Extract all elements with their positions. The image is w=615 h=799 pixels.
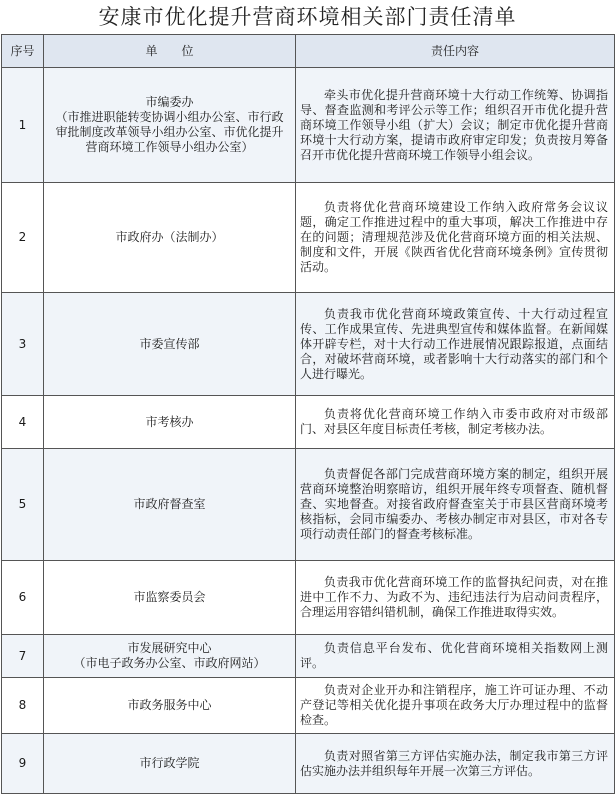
row-num: 1: [2, 68, 44, 183]
row-unit: [44, 183, 296, 293]
row-resp: [296, 561, 615, 635]
row-resp: [296, 678, 615, 734]
table-header-row: [2, 35, 615, 68]
unit-name: 市政府督查室: [133, 497, 206, 511]
unit-name: 市编委办: [145, 95, 194, 109]
resp-text: 负责对企业开办和注销程序，施工许可证办理、不动产登记等相关优化提升事项在政务大厅办理过程中的监督检查。: [300, 683, 608, 727]
row-unit: [44, 68, 296, 183]
unit-sub: （市电子政务办公室、市政府网站）: [73, 656, 266, 670]
row-resp: [296, 293, 615, 396]
unit-name: 市行政学院: [139, 756, 200, 770]
row-resp: [296, 449, 615, 561]
table-row: [2, 635, 615, 678]
resp-text: 负责我市优化营商环境工作的监督执纪问责，对在推进中工作不力、为政不为、违纪违法行为启动问责程序，合理运用容错纠错机制，确保工作推进取得实效。: [300, 575, 608, 619]
table-row: [2, 183, 615, 293]
table-row: [2, 68, 615, 183]
unit-name: 市政务服务中心: [127, 698, 212, 712]
row-unit: [44, 734, 296, 794]
row-resp: [296, 183, 615, 293]
row-unit: [44, 678, 296, 734]
row-unit: [44, 561, 296, 635]
row-resp: [296, 68, 615, 183]
header-resp: 责任内容: [296, 35, 615, 68]
row-resp: [296, 734, 615, 794]
table-row: [2, 449, 615, 561]
row-num: 3: [2, 293, 44, 396]
row-unit: [44, 396, 296, 449]
row-unit: [44, 635, 296, 678]
row-num: 9: [2, 734, 44, 794]
row-unit: [44, 449, 296, 561]
responsibility-table: [1, 34, 615, 794]
unit-name: 市监察委员会: [133, 590, 206, 604]
unit-sub: （市推进职能转变协调小组办公室、市行政审批制度改革领导小组办公室、市优化提升营商环境工作领导小组办公室）: [55, 110, 284, 154]
resp-text: 负责信息平台发布、优化营商环境相关指数网上测评。: [300, 641, 608, 670]
row-resp: [296, 396, 615, 449]
row-resp: [296, 635, 615, 678]
resp-text: 牵头市优化提升营商环境十大行动工作统筹、协调指导、督查监测和考评公示等工作；组织召开市优化提升营商环境工作领导小组（扩大）会议；制定市优化提升营商环境十大行动方案，提请市政府审定印发；负责按月筹备召开市优化提升营商环境工作领导小组会议。: [300, 87, 608, 162]
table-row: [2, 734, 615, 794]
table-row: [2, 396, 615, 449]
header-unit: 单 位: [44, 35, 296, 68]
document-title: 安康市优化提升营商环境相关部门责任清单: [98, 5, 517, 29]
row-num: 2: [2, 183, 44, 293]
row-num: 7: [2, 635, 44, 678]
resp-text: 负责将优化营商环境工作纳入市委市政府对市级部门、对县区年度目标责任考核，制定考核办法。: [300, 407, 608, 436]
unit-name: 市考核办: [145, 414, 194, 429]
resp-text: 负责对照省第三方评估实施办法，制定我市第三方评估实施办法并组织每年开展一次第三方评估。: [300, 748, 608, 778]
row-num: 4: [2, 396, 44, 449]
unit-name: 市政府办（法制办）: [115, 230, 224, 244]
resp-text: 负责将优化营商环境建设工作纳入政府常务会议议题，确定工作推进过程中的重大事项，解决工作推进中存在的问题；清理规范涉及优化营商环境方面的相关法规、制度和文件，开展《陕西省优化营商环境条例》宣传贯彻活动。: [300, 200, 608, 274]
resp-text: 负责督促各部门完成营商环境方案的制定，组织开展营商环境整治明察暗访，组织开展年终专项督查、随机督查、实地督查。对接省政府督查室关于市县区营商环境考核指标，会同市编委办、考核办制定市对县区，市对各专项行动责任部门的督查考核标准。: [300, 467, 608, 541]
row-num: 8: [2, 678, 44, 734]
header-num: 序号: [2, 35, 44, 68]
resp-text: 负责我市优化营商环境政策宣传、十大行动过程宣传、工作成果宣传、先进典型宣传和媒体监督。在新闻媒体开辟专栏，对十大行动工作进展情况跟踪报道，点面结合，对破坏营商环境，或者影响十大行动落实的部门和个人进行曝光。: [300, 306, 608, 381]
table-row: [2, 678, 615, 734]
unit-name: 市发展研究中心: [127, 641, 212, 655]
row-num: 6: [2, 561, 44, 635]
table-row: [2, 561, 615, 635]
row-unit: [44, 293, 296, 396]
unit-name: 市委宣传部: [139, 336, 200, 351]
row-num: 5: [2, 449, 44, 561]
table-row: [2, 293, 615, 396]
